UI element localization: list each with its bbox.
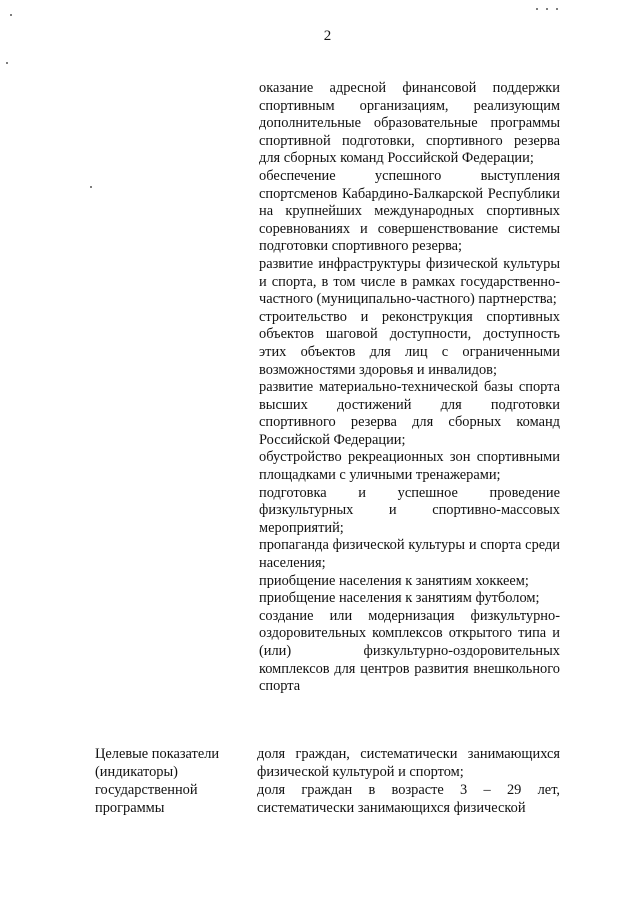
indicators-label-line: Целевые показатели xyxy=(95,746,220,762)
page-number: 2 xyxy=(323,28,332,44)
indicator-item: доля граждан в возрасте 3 – 29 лет, систематически занимающихся физической xyxy=(257,782,560,816)
scan-speck xyxy=(556,8,558,10)
task-item: строительство и реконструкция спортивных объектов шаговой доступности, доступность этих объектов для лиц с ограниченными возможностями здоровья и инвалидов; xyxy=(259,308,560,378)
indicators-list xyxy=(257,745,560,817)
task-item: обустройство рекреационных зон спортивными площадками с уличными тренажерами; xyxy=(259,449,560,484)
task-item: приобщение населения к занятиям хоккеем; xyxy=(259,572,529,589)
scan-speck xyxy=(10,14,12,16)
scan-speck xyxy=(536,8,538,10)
task-item: обеспечение успешного выступления спортсменов Кабардино-Балкарской Республики на крупнейших международных спортивных соревнованиях и совершенствование системы подготовки спортивного резерва; xyxy=(259,167,560,255)
task-item: создание или модернизация физкультурно-оздоровительных комплексов открытого типа и (или) физкультурно-оздоровительных комплексов для центров развития внешкольного спорта xyxy=(259,607,560,695)
indicators-label-line: государственной xyxy=(95,782,198,798)
task-item: подготовка и успешное проведение физкультурных и спортивно-массовых мероприятий; xyxy=(259,484,560,536)
program-tasks-list xyxy=(259,80,560,696)
indicators-label-line: программы xyxy=(95,800,165,816)
task-item: развитие инфраструктуры физической культуры и спорта, в том числе в рамках государственно-частного (муниципально-частного) партнерства; xyxy=(259,255,560,308)
task-item: приобщение населения к занятиям футболом; xyxy=(259,590,540,607)
scan-speck xyxy=(6,62,8,64)
indicators-label-line: (индикаторы) xyxy=(95,764,178,780)
task-item: пропаганда физической культуры и спорта среди населения; xyxy=(259,537,560,572)
scan-speck xyxy=(546,8,548,10)
scan-speck xyxy=(90,186,92,188)
task-item: развитие материально-технической базы спорта высших достижений для подготовки спортивного резерва для сборных команд Российской Федерации; xyxy=(259,379,560,448)
indicator-item: доля граждан, систематически занимающихся физической культурой и спортом; xyxy=(257,746,560,780)
indicators-label xyxy=(95,745,245,817)
task-item: оказание адресной финансовой поддержки спортивным организациям, реализующим дополнительные образовательные программы спортивной подготовки, спортивного резерва для сборных команд Российской Федерации; xyxy=(259,80,560,167)
